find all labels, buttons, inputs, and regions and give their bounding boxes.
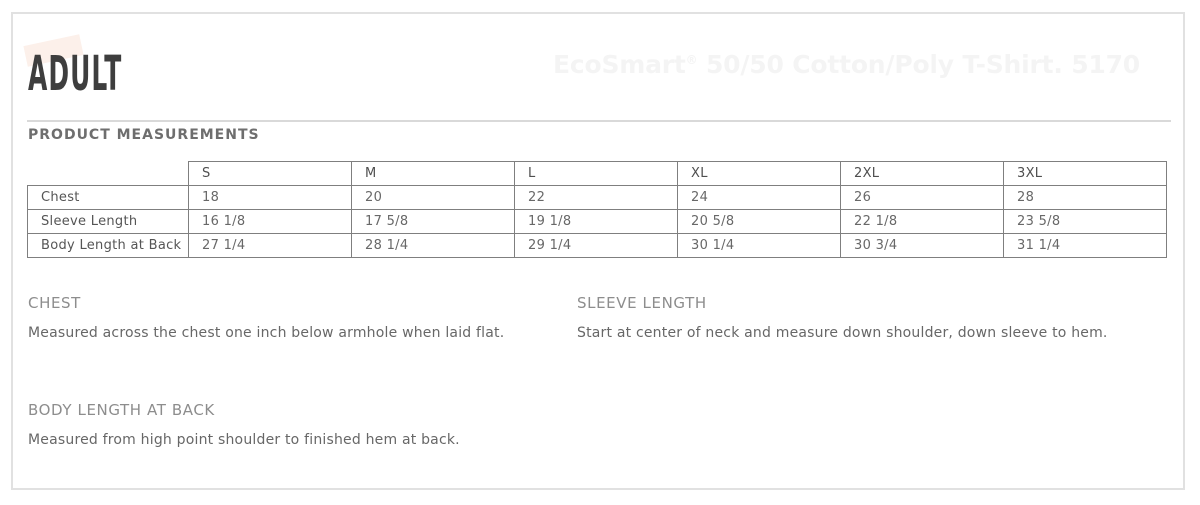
measurements-table-body: [28, 186, 1167, 258]
measurement-value-cell: 28: [1004, 186, 1167, 210]
measurement-value-cell: 22 1/8: [841, 210, 1004, 234]
measurement-row: [28, 210, 1167, 234]
measurement-value-cell: 27 1/4: [189, 234, 352, 258]
product-title-watermark: [553, 50, 1140, 79]
size-column-header: S: [189, 162, 352, 186]
page-title: [28, 46, 209, 102]
product-name: 50/50 Cotton/Poly T-Shirt. 5170: [697, 50, 1140, 79]
registered-trademark-icon: ®: [685, 53, 698, 67]
size-column-header: L: [515, 162, 678, 186]
measurement-row-label: Sleeve Length: [28, 210, 189, 234]
measurement-value-cell: 26: [841, 186, 1004, 210]
definition-description: Measured from high point shoulder to finished hem at back.: [28, 432, 460, 448]
definition-term: SLEEVE LENGTH: [577, 294, 707, 312]
measurement-value-cell: 22: [515, 186, 678, 210]
definition-chest: [28, 295, 628, 346]
measurement-value-cell: 17 5/8: [352, 210, 515, 234]
measurement-row: [28, 234, 1167, 258]
measurement-value-cell: 24: [678, 186, 841, 210]
measurement-value-cell: 31 1/4: [1004, 234, 1167, 258]
product-brand: EcoSmart: [552, 50, 686, 79]
page-title-text: ADULT: [28, 46, 123, 102]
measurement-value-cell: 28 1/4: [352, 234, 515, 258]
size-column-header: XL: [678, 162, 841, 186]
definition-term: BODY LENGTH AT BACK: [28, 401, 215, 419]
blank-corner-cell: [28, 162, 189, 186]
measurement-row-label: Chest: [28, 186, 189, 210]
measurement-value-cell: 30 3/4: [841, 234, 1004, 258]
measurements-table: [27, 161, 1167, 258]
size-column-header: M: [352, 162, 515, 186]
definition-description: Start at center of neck and measure down shoulder, down sleeve to hem.: [577, 325, 1108, 341]
measurement-value-cell: 20: [352, 186, 515, 210]
measurement-row-label: Body Length at Back: [28, 234, 189, 258]
section-divider: [27, 120, 1171, 122]
size-column-header: 2XL: [841, 162, 1004, 186]
measurement-value-cell: 18: [189, 186, 352, 210]
definition-description: Measured across the chest one inch below armhole when laid flat.: [28, 325, 505, 341]
measurement-value-cell: 30 1/4: [678, 234, 841, 258]
measurement-value-cell: 29 1/4: [515, 234, 678, 258]
size-column-header: 3XL: [1004, 162, 1167, 186]
size-header-row: [28, 162, 1167, 186]
section-title: PRODUCT MEASUREMENTS: [28, 127, 260, 143]
measurement-row: [28, 186, 1167, 210]
measurement-value-cell: 23 5/8: [1004, 210, 1167, 234]
definition-sleeve-length: [577, 295, 1142, 346]
measurements-table-head: [28, 162, 1167, 186]
definition-term: CHEST: [28, 294, 81, 312]
measurement-value-cell: 19 1/8: [515, 210, 678, 234]
measurement-value-cell: 20 5/8: [678, 210, 841, 234]
definition-body-length-at-back: [28, 402, 628, 453]
measurement-value-cell: 16 1/8: [189, 210, 352, 234]
